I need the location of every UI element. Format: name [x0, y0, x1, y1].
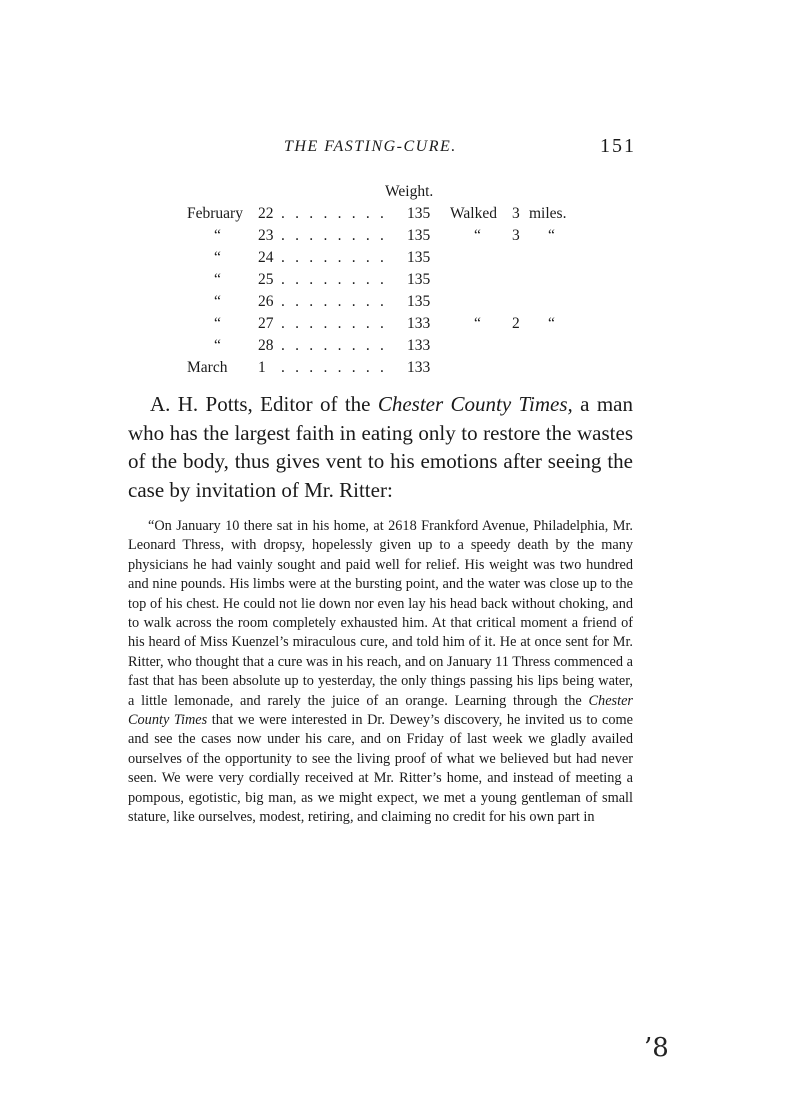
table-row — [0, 337, 790, 359]
leader-dots: . . . . . . . . — [281, 359, 388, 376]
row-day: 24 — [258, 249, 274, 266]
table-row — [0, 293, 790, 315]
row-month: “ — [214, 293, 221, 310]
row-month: February — [187, 205, 243, 222]
row-month: “ — [214, 249, 221, 266]
table-row — [0, 227, 790, 249]
row-weight: 133 — [407, 359, 431, 376]
intro-text-before: A. H. Potts, Editor of the — [150, 392, 378, 416]
running-title: THE FASTING-CURE. — [284, 138, 457, 155]
row-day: 28 — [258, 337, 274, 354]
table-row — [0, 205, 790, 227]
row-walk-label: Walked — [450, 205, 497, 222]
intro-paragraph — [128, 390, 633, 504]
row-day: 23 — [258, 227, 274, 244]
quoted-article — [128, 517, 633, 828]
intro-text-after: a man who has the largest faith in eating only to restore the wastes of the body, thus gives vent to his emotions after seeing the case by invitation of Mr. Ritter: — [128, 392, 633, 502]
row-day: 22 — [258, 205, 274, 222]
publication-name-inline: Chester County Times — [128, 692, 633, 729]
quote-text-part2: that we were interested in Dr. Dewey’s discovery, he invited us to come and see the cases now under his care, and on Friday of last week we gladly availed ourselves of the opportunity to see the living proof of what we believed but had never seen. We were very cordially received at Mr. Ritter’s home, and instead of meeting a pompous, egotistic, big man, as we might expect, we met a young gentleman of small stature, like ourselves, modest, retiring, and claiming no credit for his own part in — [128, 712, 633, 826]
row-walk-ditto: “ — [474, 227, 481, 244]
table-row — [0, 271, 790, 293]
row-miles-ditto: “ — [548, 315, 555, 332]
row-day: 25 — [258, 271, 274, 288]
row-weight: 135 — [407, 249, 431, 266]
row-month: March — [187, 359, 228, 376]
signature-mark: ’8 — [644, 1033, 669, 1063]
table-row — [0, 315, 790, 337]
row-day: 27 — [258, 315, 274, 332]
row-weight: 133 — [407, 337, 431, 354]
row-weight: 135 — [407, 227, 431, 244]
leader-dots: . . . . . . . . — [281, 293, 388, 310]
leader-dots: . . . . . . . . — [281, 249, 388, 266]
row-weight: 135 — [407, 205, 431, 222]
row-month: “ — [214, 337, 221, 354]
row-miles: 3 — [512, 227, 520, 244]
row-weight: 135 — [407, 293, 431, 310]
row-miles-label: miles. — [529, 205, 567, 222]
row-weight: 135 — [407, 271, 431, 288]
leader-dots: . . . . . . . . — [281, 205, 388, 222]
quote-text-part1: “On January 10 there sat in his home, at 2618 Frankford Avenue, Philadelphia, Mr. Leonard Thress, with dropsy, hopelessly given up to a speedy death by the many physicians he had vainly sought and paid well for relief. His weight was two hundred and nine pounds. His limbs were at the bursting point, and the water was close up to the top of his chest. He could not lie down nor even lay his head back without choking, and to walk across the room completely exhausted him. At that critical moment a friend of his heard of Miss Kuenzel’s miraculous cure, and told him of it. He at once sent for Mr. Ritter, who thought that a cure was in his reach, and on January 11 Thress commenced a fast that has been absolute up to yesterday, the only things passing his lips being water, a little lemonade, and rarely the juice of an orange. Learning through the — [128, 518, 633, 709]
table-row — [0, 359, 790, 381]
leader-dots: . . . . . . . . — [281, 315, 388, 332]
row-miles: 2 — [512, 315, 520, 332]
table-row — [0, 249, 790, 271]
row-day: 1 — [258, 359, 266, 376]
row-month: “ — [214, 227, 221, 244]
row-walk-ditto: “ — [474, 315, 481, 332]
publication-name: Chester County Times, — [377, 392, 573, 416]
leader-dots: . . . . . . . . — [281, 227, 388, 244]
row-day: 26 — [258, 293, 274, 310]
row-month: “ — [214, 271, 221, 288]
weight-column-label: Weight. — [385, 183, 434, 200]
leader-dots: . . . . . . . . — [281, 337, 388, 354]
page-number: 151 — [600, 135, 636, 157]
row-weight: 133 — [407, 315, 431, 332]
running-header — [0, 135, 790, 164]
row-miles-ditto: “ — [548, 227, 555, 244]
row-miles: 3 — [512, 205, 520, 222]
leader-dots: . . . . . . . . — [281, 271, 388, 288]
row-month: “ — [214, 315, 221, 332]
